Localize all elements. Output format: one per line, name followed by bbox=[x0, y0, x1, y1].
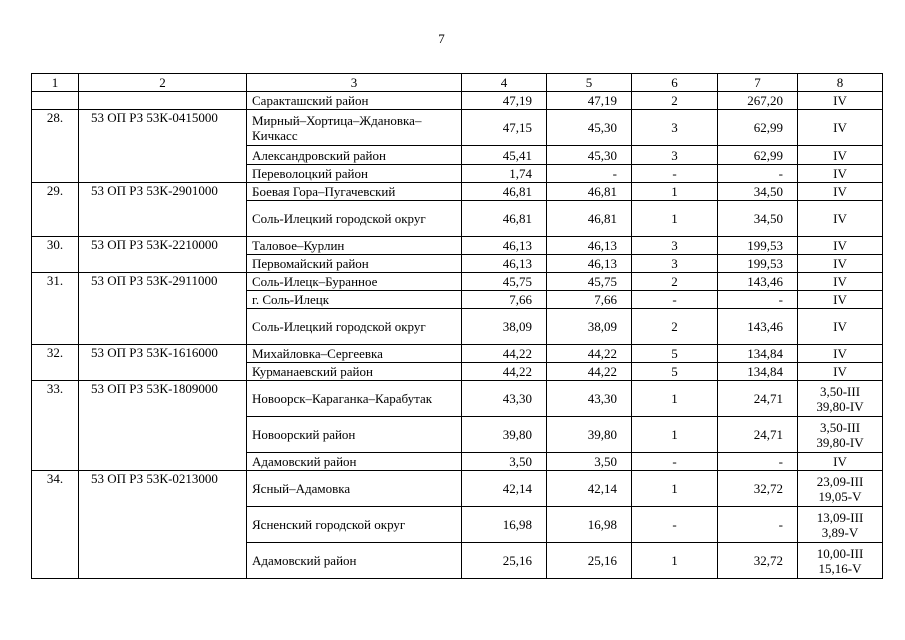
col4-value: 46,81 bbox=[462, 201, 547, 237]
col8-value: 13,09-III 3,89-V bbox=[798, 507, 883, 543]
road-name: г. Соль-Илецк bbox=[247, 291, 462, 309]
col4-value: 42,14 bbox=[462, 471, 547, 507]
road-name: Ясненский городской округ bbox=[247, 507, 462, 543]
col5-value: 43,30 bbox=[547, 381, 632, 417]
road-code: 53 ОП РЗ 53К-0213000 bbox=[79, 471, 247, 579]
col4-value: 45,41 bbox=[462, 146, 547, 165]
col8-value: 3,50-III 39,80-IV bbox=[798, 417, 883, 453]
col8-value: IV bbox=[798, 255, 883, 273]
col5-value: 46,13 bbox=[547, 237, 632, 255]
header-cell-1: 1 bbox=[32, 74, 79, 92]
col7-value: 62,99 bbox=[718, 110, 798, 146]
col4-value: 44,22 bbox=[462, 363, 547, 381]
col6-value: 1 bbox=[632, 417, 718, 453]
col5-value: 38,09 bbox=[547, 309, 632, 345]
col7-value: 34,50 bbox=[718, 201, 798, 237]
row-number: 33. bbox=[32, 381, 79, 471]
col8-value: IV bbox=[798, 237, 883, 255]
header-cell-2: 2 bbox=[79, 74, 247, 92]
header-cell-7: 7 bbox=[718, 74, 798, 92]
road-name: Новоорск–Караганка–Карабутак bbox=[247, 381, 462, 417]
row-number: 32. bbox=[32, 345, 79, 381]
col7-value: 199,53 bbox=[718, 255, 798, 273]
road-name: Соль-Илецк–Буранное bbox=[247, 273, 462, 291]
col4-value: 25,16 bbox=[462, 543, 547, 579]
col4-value: 39,80 bbox=[462, 417, 547, 453]
col5-value: 39,80 bbox=[547, 417, 632, 453]
road-code: 53 ОП РЗ 53К-2210000 bbox=[79, 237, 247, 273]
col6-value: 1 bbox=[632, 543, 718, 579]
col4-value: 46,13 bbox=[462, 237, 547, 255]
road-name: Адамовский район bbox=[247, 543, 462, 579]
col6-value: 3 bbox=[632, 255, 718, 273]
col7-value: 32,72 bbox=[718, 543, 798, 579]
col4-value: 3,50 bbox=[462, 453, 547, 471]
col8-value: IV bbox=[798, 146, 883, 165]
road-name: Александровский район bbox=[247, 146, 462, 165]
col7-value: 32,72 bbox=[718, 471, 798, 507]
row-number bbox=[32, 92, 79, 110]
col7-value: 143,46 bbox=[718, 309, 798, 345]
col4-value: 1,74 bbox=[462, 165, 547, 183]
table-row bbox=[32, 273, 883, 291]
col6-value: 3 bbox=[632, 237, 718, 255]
col4-value: 45,75 bbox=[462, 273, 547, 291]
col7-value: 24,71 bbox=[718, 381, 798, 417]
road-name: Курманаевский район bbox=[247, 363, 462, 381]
road-name: Михайловка–Сергеевка bbox=[247, 345, 462, 363]
col6-value: 3 bbox=[632, 110, 718, 146]
col6-value: 5 bbox=[632, 363, 718, 381]
col4-value: 16,98 bbox=[462, 507, 547, 543]
col4-value: 38,09 bbox=[462, 309, 547, 345]
road-table bbox=[31, 73, 883, 579]
page-number: 7 bbox=[438, 31, 445, 46]
header-row bbox=[32, 74, 883, 92]
table-row bbox=[32, 183, 883, 201]
col8-value: IV bbox=[798, 273, 883, 291]
col4-value: 46,81 bbox=[462, 183, 547, 201]
row-number: 30. bbox=[32, 237, 79, 273]
col6-value: 2 bbox=[632, 92, 718, 110]
col7-value: 199,53 bbox=[718, 237, 798, 255]
col8-value: IV bbox=[798, 110, 883, 146]
road-name: Ясный–Адамовка bbox=[247, 471, 462, 507]
road-code: 53 ОП РЗ 53К-1616000 bbox=[79, 345, 247, 381]
col4-value: 44,22 bbox=[462, 345, 547, 363]
table-row bbox=[32, 92, 883, 110]
col6-value: 2 bbox=[632, 273, 718, 291]
col7-value: - bbox=[718, 507, 798, 543]
col6-value: 2 bbox=[632, 309, 718, 345]
col5-value: 45,30 bbox=[547, 110, 632, 146]
col7-value: 134,84 bbox=[718, 363, 798, 381]
road-name: Соль-Илецкий городской округ bbox=[247, 201, 462, 237]
row-number: 28. bbox=[32, 110, 79, 183]
header-cell-8: 8 bbox=[798, 74, 883, 92]
table-row bbox=[32, 381, 883, 417]
col5-value: 47,19 bbox=[547, 92, 632, 110]
col6-value: - bbox=[632, 453, 718, 471]
col8-value: IV bbox=[798, 363, 883, 381]
header-cell-4: 4 bbox=[462, 74, 547, 92]
col4-value: 7,66 bbox=[462, 291, 547, 309]
col8-value: IV bbox=[798, 201, 883, 237]
table-row bbox=[32, 345, 883, 363]
table-row bbox=[32, 237, 883, 255]
col7-value: - bbox=[718, 453, 798, 471]
col5-value: - bbox=[547, 165, 632, 183]
road-name: Соль-Илецкий городской округ bbox=[247, 309, 462, 345]
road-code: 53 ОП РЗ 53К-0415000 bbox=[79, 110, 247, 183]
col8-value: IV bbox=[798, 165, 883, 183]
col8-value: IV bbox=[798, 309, 883, 345]
row-number: 29. bbox=[32, 183, 79, 237]
road-name: Мирный–Хортица–Ждановка–Кичкасс bbox=[247, 110, 462, 146]
header-cell-3: 3 bbox=[247, 74, 462, 92]
col5-value: 7,66 bbox=[547, 291, 632, 309]
road-name: Боевая Гора–Пугачевский bbox=[247, 183, 462, 201]
header-cell-6: 6 bbox=[632, 74, 718, 92]
col5-value: 3,50 bbox=[547, 453, 632, 471]
col4-value: 47,19 bbox=[462, 92, 547, 110]
col6-value: 5 bbox=[632, 345, 718, 363]
col8-value: 3,50-III 39,80-IV bbox=[798, 381, 883, 417]
col8-value: IV bbox=[798, 345, 883, 363]
header-cell-5: 5 bbox=[547, 74, 632, 92]
col7-value: 267,20 bbox=[718, 92, 798, 110]
col6-value: 1 bbox=[632, 201, 718, 237]
col6-value: - bbox=[632, 507, 718, 543]
col4-value: 47,15 bbox=[462, 110, 547, 146]
table-row bbox=[32, 110, 883, 146]
row-number: 31. bbox=[32, 273, 79, 345]
road-name: Адамовский район bbox=[247, 453, 462, 471]
col4-value: 46,13 bbox=[462, 255, 547, 273]
col6-value: 3 bbox=[632, 146, 718, 165]
col8-value: 10,00-III 15,16-V bbox=[798, 543, 883, 579]
col7-value: 24,71 bbox=[718, 417, 798, 453]
col8-value: IV bbox=[798, 183, 883, 201]
col5-value: 46,13 bbox=[547, 255, 632, 273]
col7-value: 134,84 bbox=[718, 345, 798, 363]
col5-value: 46,81 bbox=[547, 183, 632, 201]
col7-value: 34,50 bbox=[718, 183, 798, 201]
col8-value: IV bbox=[798, 453, 883, 471]
col6-value: - bbox=[632, 291, 718, 309]
col6-value: 1 bbox=[632, 381, 718, 417]
road-name: Переволоцкий район bbox=[247, 165, 462, 183]
col7-value: 143,46 bbox=[718, 273, 798, 291]
col5-value: 25,16 bbox=[547, 543, 632, 579]
col5-value: 46,81 bbox=[547, 201, 632, 237]
col5-value: 16,98 bbox=[547, 507, 632, 543]
road-name: Таловое–Курлин bbox=[247, 237, 462, 255]
col5-value: 44,22 bbox=[547, 345, 632, 363]
road-code: 53 ОП РЗ 53К-2901000 bbox=[79, 183, 247, 237]
road-name: Первомайский район bbox=[247, 255, 462, 273]
col7-value: - bbox=[718, 291, 798, 309]
col8-value: IV bbox=[798, 291, 883, 309]
table-row bbox=[32, 471, 883, 507]
road-code: 53 ОП РЗ 53К-1809000 bbox=[79, 381, 247, 471]
col5-value: 42,14 bbox=[547, 471, 632, 507]
col7-value: - bbox=[718, 165, 798, 183]
road-name: Новоорский район bbox=[247, 417, 462, 453]
row-number: 34. bbox=[32, 471, 79, 579]
col5-value: 45,75 bbox=[547, 273, 632, 291]
col7-value: 62,99 bbox=[718, 146, 798, 165]
col5-value: 45,30 bbox=[547, 146, 632, 165]
col6-value: - bbox=[632, 165, 718, 183]
road-name: Саракташский район bbox=[247, 92, 462, 110]
col8-value: 23,09-III 19,05-V bbox=[798, 471, 883, 507]
col8-value: IV bbox=[798, 92, 883, 110]
road-code bbox=[79, 92, 247, 110]
col6-value: 1 bbox=[632, 183, 718, 201]
col6-value: 1 bbox=[632, 471, 718, 507]
road-code: 53 ОП РЗ 53К-2911000 bbox=[79, 273, 247, 345]
col5-value: 44,22 bbox=[547, 363, 632, 381]
col4-value: 43,30 bbox=[462, 381, 547, 417]
